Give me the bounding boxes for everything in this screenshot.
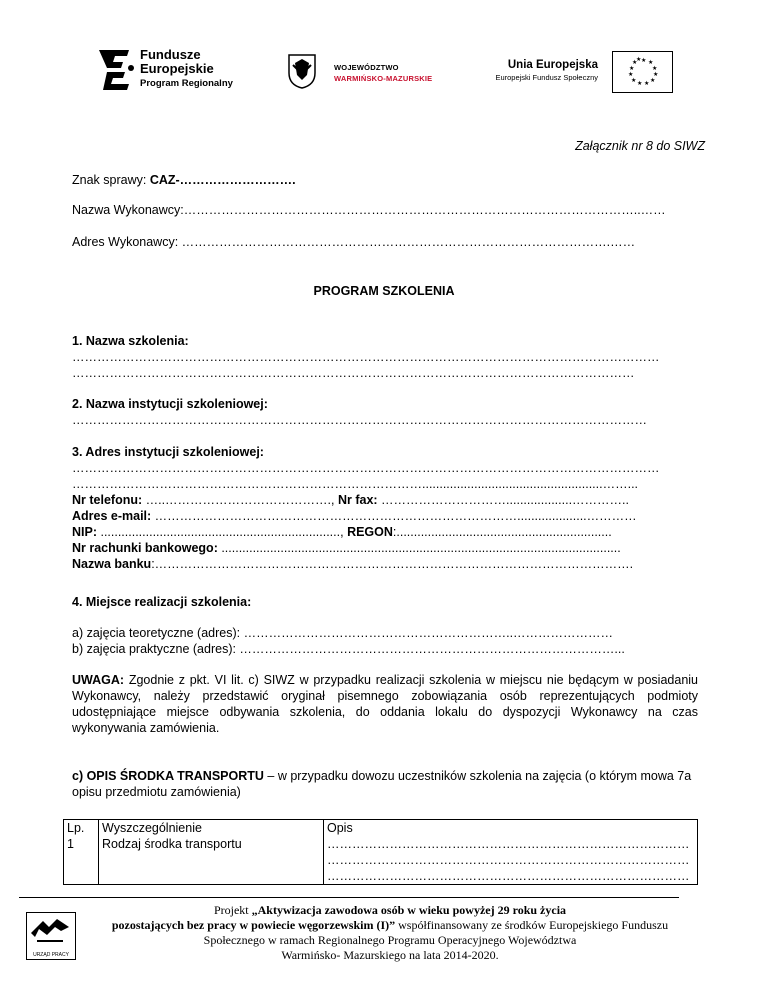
section-3-line2: …………………………………………………………………………....................................................……... (72, 477, 639, 491)
transport-label: c) OPIS ŚRODKA TRANSPORTU (72, 769, 264, 783)
bank-account-row (72, 540, 642, 556)
transport-paragraph (72, 768, 698, 800)
footer-line2-bold: pozostających bez pracy w powiecie węgorzewskim (I)” (111, 918, 396, 932)
account-label: Nr rachunki bankowego: (72, 541, 218, 555)
email-label: Adres e-mail: (72, 509, 152, 523)
footer-line2-post: współfinansowany ze środków Europejskiego Funduszu (395, 918, 669, 932)
phone-label: Nr telefonu: (72, 493, 143, 507)
svg-text:★: ★ (650, 77, 656, 84)
regon-dots: :.............................................................. (392, 525, 612, 539)
case-label: Znak sprawy: (72, 173, 150, 187)
ue-title: Unia Europejska (507, 59, 598, 71)
svg-text:★: ★ (637, 80, 643, 87)
transport-table (63, 819, 698, 885)
svg-text:★: ★ (641, 57, 647, 64)
ue-sub: Europejski Fundusz Społeczny (495, 73, 598, 82)
regon-label: REGON (347, 525, 393, 539)
fe-line2: Europejskie (140, 61, 214, 76)
theory-address-field: a) zajęcia teoretyczne (adres): ………………………………………………………..…………………… (72, 626, 614, 640)
voivodeship-text (334, 62, 432, 84)
fax-label: Nr fax: (337, 493, 378, 507)
attachment-label: Załącznik nr 8 do SIWZ (575, 139, 705, 153)
svg-text:★: ★ (631, 77, 637, 84)
fe-line3: Program Regionalny (140, 78, 233, 89)
header-lp: Lp. (67, 821, 85, 835)
footer-line3: Społecznego w ramach Regionalnego Programu Operacyjnego Województwa (203, 933, 577, 947)
footer-line4: Warmińsko- Mazurskiego na lata 2014-2020. (281, 948, 499, 962)
voivodeship-crest-icon (287, 53, 317, 89)
fundusze-europejskie-logo-icon (93, 46, 137, 94)
section-1-line1: …………………………………………………………………………………………………………………………… (72, 350, 660, 364)
note-label: UWAGA: (72, 673, 125, 687)
nip-label: NIP: (72, 525, 97, 539)
section-4-heading: 4. Miejsce realizacji szkolenia: (72, 595, 252, 609)
fe-line1: Fundusze (140, 47, 201, 62)
svg-text:★: ★ (648, 59, 654, 66)
bank-name-dots: :……………………………………………………………………………………………………. (151, 557, 634, 571)
header-item: Wyszczególnienie (102, 821, 202, 835)
urzad-pracy-text: URZĄD PRACY (33, 952, 69, 958)
bank-name-label: Nazwa banku (72, 557, 152, 571)
table-cell-desc (324, 820, 698, 885)
row-lp: 1 (67, 837, 74, 851)
account-dots: ................................................................................................................... (217, 541, 621, 555)
phone-fax-row (72, 492, 682, 508)
urzad-pracy-logo (26, 912, 76, 960)
contractor-name-field: Nazwa Wykonawcy:………………………………………………………………………………………………..…… (72, 203, 666, 217)
document-title: PROGRAM SZKOLENIA (313, 284, 455, 298)
svg-text:★: ★ (653, 71, 659, 78)
email-dots: ……………………………………………………………………………....................………… (151, 509, 637, 523)
section-3-heading: 3. Adres instytucji szkoleniowej: (72, 445, 264, 459)
row-desc-line1: …………………………………………………………………………… (327, 837, 690, 851)
header-desc: Opis (327, 821, 353, 835)
section-2-heading: 2. Nazwa instytucji szkoleniowej: (72, 397, 268, 411)
note-paragraph (72, 672, 698, 736)
row-item: Rodzaj środka transportu (102, 837, 242, 851)
case-value: CAZ-………………………. (149, 173, 296, 187)
footer-line1-pre: Projekt (213, 903, 252, 917)
section-1-line2: ……………………………………………………………………………………………………………………… (72, 366, 635, 380)
eu-flag-icon (612, 51, 673, 93)
woj-line1: WOJEWÓDZTWO (334, 63, 399, 72)
note-text: Zgodnie z pkt. VI lit. c) SIWZ w przypadku realizacji szkolenia w miejscu nie będącym w posiadaniu Wykonawcy, należy przedstawić oryginał pisemnego zobowiązania osób reprezentujących podmioty udostępniające miejsce odbywania szkolenia, do oddania lokalu do dyspozycji Wykonawcy na czas wykonywania zamówienia. (72, 673, 698, 735)
case-number (72, 172, 296, 188)
table-row (64, 820, 698, 885)
ue-text (484, 59, 598, 82)
footer-divider (19, 897, 679, 898)
row-desc-line2: …………………………………………………………………………… (327, 853, 690, 867)
table-cell-item (99, 820, 324, 885)
table-cell-lp (64, 820, 99, 885)
section-2-line1: ………………………………………………………………………………………………………………………… (72, 413, 647, 427)
practice-address-field: b) zajęcia praktyczne (adres): ………………………………………………………………………………... (72, 642, 625, 656)
svg-text:★: ★ (644, 80, 650, 87)
email-row (72, 508, 682, 524)
bank-name-row (72, 556, 688, 572)
svg-text:★: ★ (628, 71, 634, 78)
section-3-line1: …………………………………………………………………………………………………………………………… (72, 461, 660, 475)
fax-dots: …………………………...................………….. (377, 493, 629, 507)
svg-text:★: ★ (629, 65, 635, 72)
nip-dots: ....................................................................., (97, 525, 348, 539)
footer-line1-bold: „Aktywizacja zawodowa osób w wieku powyżej 29 roku życia (251, 903, 567, 917)
transport-text: – w przypadku dowozu uczestników szkolenia na zajęcia (o którym mowa 7a opisu przedmiotu zamówienia) (72, 769, 692, 799)
nip-regon-row (72, 524, 632, 540)
svg-text:★: ★ (652, 65, 658, 72)
svg-text:★: ★ (632, 59, 638, 66)
footer-text (80, 903, 700, 963)
urzad-pracy-arrows-icon (27, 913, 75, 947)
fundusze-europejskie-text (140, 48, 233, 91)
row-desc-line3: …………………………………………………………………………… (327, 869, 690, 883)
contractor-address-field: Adres Wykonawcy: ………………………………………………………………………………………….…… (72, 235, 636, 249)
woj-line2: WARMIŃSKO-MAZURSKIE (334, 74, 433, 83)
svg-text:★: ★ (636, 56, 642, 63)
phone-dots: …..…………………………………., (142, 493, 338, 507)
section-1-heading: 1. Nazwa szkolenia: (72, 334, 189, 348)
